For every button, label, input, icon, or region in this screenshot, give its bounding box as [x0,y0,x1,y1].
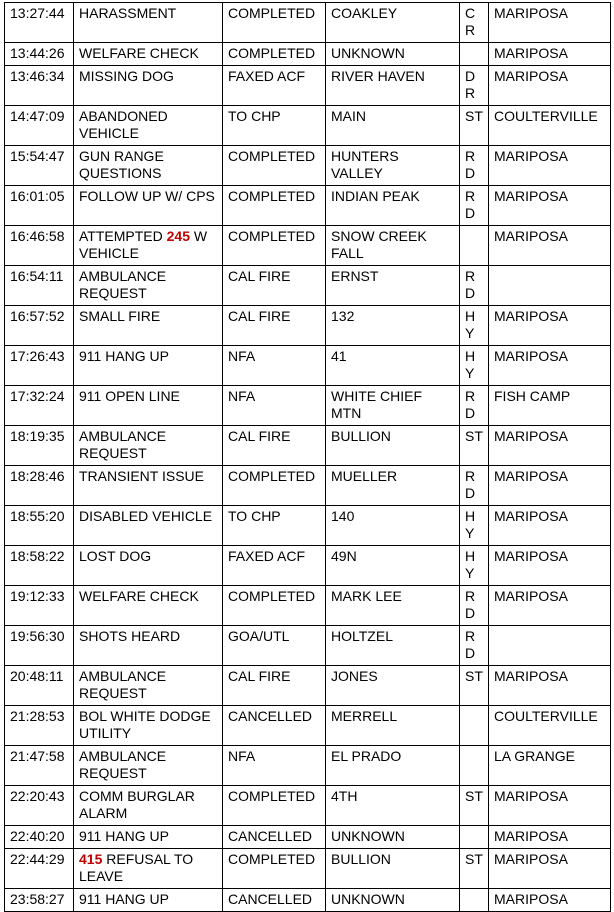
city-cell: MARIPOSA [489,3,611,43]
table-row [5,506,611,546]
disposition-cell: COMPLETED [223,43,326,66]
table-row [5,146,611,186]
table-row [5,746,611,786]
street-cell: WHITE CHIEF MTN [326,386,460,426]
call-type-cell: BOL WHITE DODGE UTILITY [74,706,223,746]
street-cell: MAIN [326,106,460,146]
table-row [5,706,611,746]
street-suffix-cell [460,226,489,266]
city-cell: MARIPOSA [489,43,611,66]
table-row [5,106,611,146]
disposition-cell: COMPLETED [223,466,326,506]
disposition-cell: NFA [223,386,326,426]
time-cell: 21:47:58 [5,746,74,786]
call-type-cell: HARASSMENT [74,3,223,43]
city-cell: MARIPOSA [489,506,611,546]
time-cell: 16:57:52 [5,306,74,346]
city-cell: MARIPOSA [489,146,611,186]
call-type-cell: AMBULANCE REQUEST [74,666,223,706]
disposition-cell: COMPLETED [223,586,326,626]
call-type-cell: WELFARE CHECK [74,586,223,626]
time-cell: 22:20:43 [5,786,74,826]
city-cell: MARIPOSA [489,466,611,506]
street-cell: BULLION [326,849,460,889]
call-type-text: REFUSAL TO LEAVE [79,851,198,884]
time-cell: 22:44:29 [5,849,74,889]
city-cell: MARIPOSA [489,666,611,706]
street-suffix-cell: HY [460,546,489,586]
call-type-cell: AMBULANCE REQUEST [74,266,223,306]
time-cell: 18:28:46 [5,466,74,506]
table-row [5,849,611,889]
call-type-cell: SHOTS HEARD [74,626,223,666]
call-type-cell: WELFARE CHECK [74,43,223,66]
street-suffix-cell: RD [460,586,489,626]
street-suffix-cell: ST [460,786,489,826]
table-row [5,626,611,666]
city-cell [489,626,611,666]
city-cell: MARIPOSA [489,786,611,826]
penal-code: 245 [166,228,190,244]
street-suffix-cell: HY [460,346,489,386]
call-log-body [5,3,611,912]
city-cell: LA GRANGE [489,746,611,786]
street-suffix-cell: HY [460,306,489,346]
street-cell: UNKNOWN [326,43,460,66]
call-type-cell: DISABLED VEHICLE [74,506,223,546]
street-cell: UNKNOWN [326,826,460,849]
call-type-cell: TRANSIENT ISSUE [74,466,223,506]
call-type-cell [74,849,223,889]
street-cell: EL PRADO [326,746,460,786]
street-suffix-cell: HY [460,506,489,546]
time-cell: 23:58:27 [5,889,74,912]
street-suffix-cell: RD [460,466,489,506]
street-suffix-cell: ST [460,849,489,889]
table-row [5,266,611,306]
street-cell: HOLTZEL [326,626,460,666]
disposition-cell: TO CHP [223,506,326,546]
street-suffix-cell: ST [460,106,489,146]
street-suffix-cell: DR [460,66,489,106]
call-type-text: W VEHICLE [79,228,211,261]
disposition-cell: TO CHP [223,106,326,146]
call-type-cell: GUN RANGE QUESTIONS [74,146,223,186]
disposition-cell: FAXED ACF [223,66,326,106]
call-type-cell: COMM BURGLAR ALARM [74,786,223,826]
table-row [5,346,611,386]
street-cell: MUELLER [326,466,460,506]
table-row [5,546,611,586]
table-row [5,889,611,912]
time-cell: 22:40:20 [5,826,74,849]
city-cell: MARIPOSA [489,226,611,266]
street-cell: MERRELL [326,706,460,746]
table-row [5,226,611,266]
street-suffix-cell [460,706,489,746]
city-cell: COULTERVILLE [489,706,611,746]
call-type-cell: 911 OPEN LINE [74,386,223,426]
city-cell: MARIPOSA [489,186,611,226]
street-cell: BULLION [326,426,460,466]
street-suffix-cell: CR [460,3,489,43]
disposition-cell: CANCELLED [223,826,326,849]
street-cell: JONES [326,666,460,706]
street-suffix-cell: RD [460,186,489,226]
table-row [5,66,611,106]
call-type-cell: 911 HANG UP [74,346,223,386]
call-type-cell: 911 HANG UP [74,889,223,912]
street-suffix-cell: RD [460,626,489,666]
city-cell: MARIPOSA [489,586,611,626]
call-type-cell: AMBULANCE REQUEST [74,426,223,466]
street-cell: 4TH [326,786,460,826]
table-row [5,826,611,849]
city-cell: MARIPOSA [489,849,611,889]
time-cell: 18:58:22 [5,546,74,586]
city-cell [489,266,611,306]
street-cell: RIVER HAVEN [326,66,460,106]
street-suffix-cell: RD [460,386,489,426]
disposition-cell: COMPLETED [223,3,326,43]
street-cell: MARK LEE [326,586,460,626]
time-cell: 15:54:47 [5,146,74,186]
street-suffix-cell: ST [460,426,489,466]
time-cell: 14:47:09 [5,106,74,146]
call-type-prefix: ATTEMPTED [79,228,167,244]
call-type-cell: ABANDONED VEHICLE [74,106,223,146]
city-cell: MARIPOSA [489,306,611,346]
table-row [5,666,611,706]
table-row [5,386,611,426]
table-row [5,466,611,506]
street-suffix-cell [460,889,489,912]
disposition-cell: CAL FIRE [223,666,326,706]
street-cell: INDIAN PEAK [326,186,460,226]
city-cell: MARIPOSA [489,826,611,849]
call-log-table [4,2,611,912]
disposition-cell: CANCELLED [223,889,326,912]
street-cell: UNKNOWN [326,889,460,912]
city-cell: MARIPOSA [489,546,611,586]
disposition-cell: CAL FIRE [223,426,326,466]
city-cell: MARIPOSA [489,346,611,386]
time-cell: 19:56:30 [5,626,74,666]
table-row [5,306,611,346]
time-cell: 17:26:43 [5,346,74,386]
call-type-cell [74,226,223,266]
time-cell: 16:54:11 [5,266,74,306]
time-cell: 18:19:35 [5,426,74,466]
time-cell: 13:46:34 [5,66,74,106]
city-cell: MARIPOSA [489,889,611,912]
disposition-cell: NFA [223,346,326,386]
city-cell: COULTERVILLE [489,106,611,146]
street-suffix-cell: RD [460,146,489,186]
penal-code: 415 [79,851,103,867]
disposition-cell: COMPLETED [223,226,326,266]
disposition-cell: COMPLETED [223,786,326,826]
table-row [5,3,611,43]
table-row [5,586,611,626]
street-suffix-cell [460,746,489,786]
time-cell: 17:32:24 [5,386,74,426]
table-row [5,426,611,466]
disposition-cell: CANCELLED [223,706,326,746]
time-cell: 16:01:05 [5,186,74,226]
street-cell: ERNST [326,266,460,306]
call-type-cell: FOLLOW UP W/ CPS [74,186,223,226]
disposition-cell: CAL FIRE [223,266,326,306]
call-type-cell: SMALL FIRE [74,306,223,346]
street-suffix-cell: RD [460,266,489,306]
time-cell: 13:27:44 [5,3,74,43]
time-cell: 19:12:33 [5,586,74,626]
disposition-cell: GOA/UTL [223,626,326,666]
call-type-cell: MISSING DOG [74,66,223,106]
table-row [5,786,611,826]
table-row [5,186,611,226]
time-cell: 13:44:26 [5,43,74,66]
street-suffix-cell [460,826,489,849]
street-cell: 41 [326,346,460,386]
time-cell: 16:46:58 [5,226,74,266]
street-cell: HUNTERS VALLEY [326,146,460,186]
street-cell: 49N [326,546,460,586]
street-cell: 140 [326,506,460,546]
call-type-cell: 911 HANG UP [74,826,223,849]
disposition-cell: COMPLETED [223,849,326,889]
street-cell: 132 [326,306,460,346]
disposition-cell: CAL FIRE [223,306,326,346]
street-suffix-cell: ST [460,666,489,706]
time-cell: 18:55:20 [5,506,74,546]
disposition-cell: COMPLETED [223,146,326,186]
time-cell: 21:28:53 [5,706,74,746]
table-row [5,43,611,66]
street-cell: SNOW CREEK FALL [326,226,460,266]
city-cell: FISH CAMP [489,386,611,426]
city-cell: MARIPOSA [489,426,611,466]
disposition-cell: FAXED ACF [223,546,326,586]
disposition-cell: COMPLETED [223,186,326,226]
call-type-cell: LOST DOG [74,546,223,586]
city-cell: MARIPOSA [489,66,611,106]
street-cell: COAKLEY [326,3,460,43]
call-type-cell: AMBULANCE REQUEST [74,746,223,786]
street-suffix-cell [460,43,489,66]
time-cell: 20:48:11 [5,666,74,706]
disposition-cell: NFA [223,746,326,786]
